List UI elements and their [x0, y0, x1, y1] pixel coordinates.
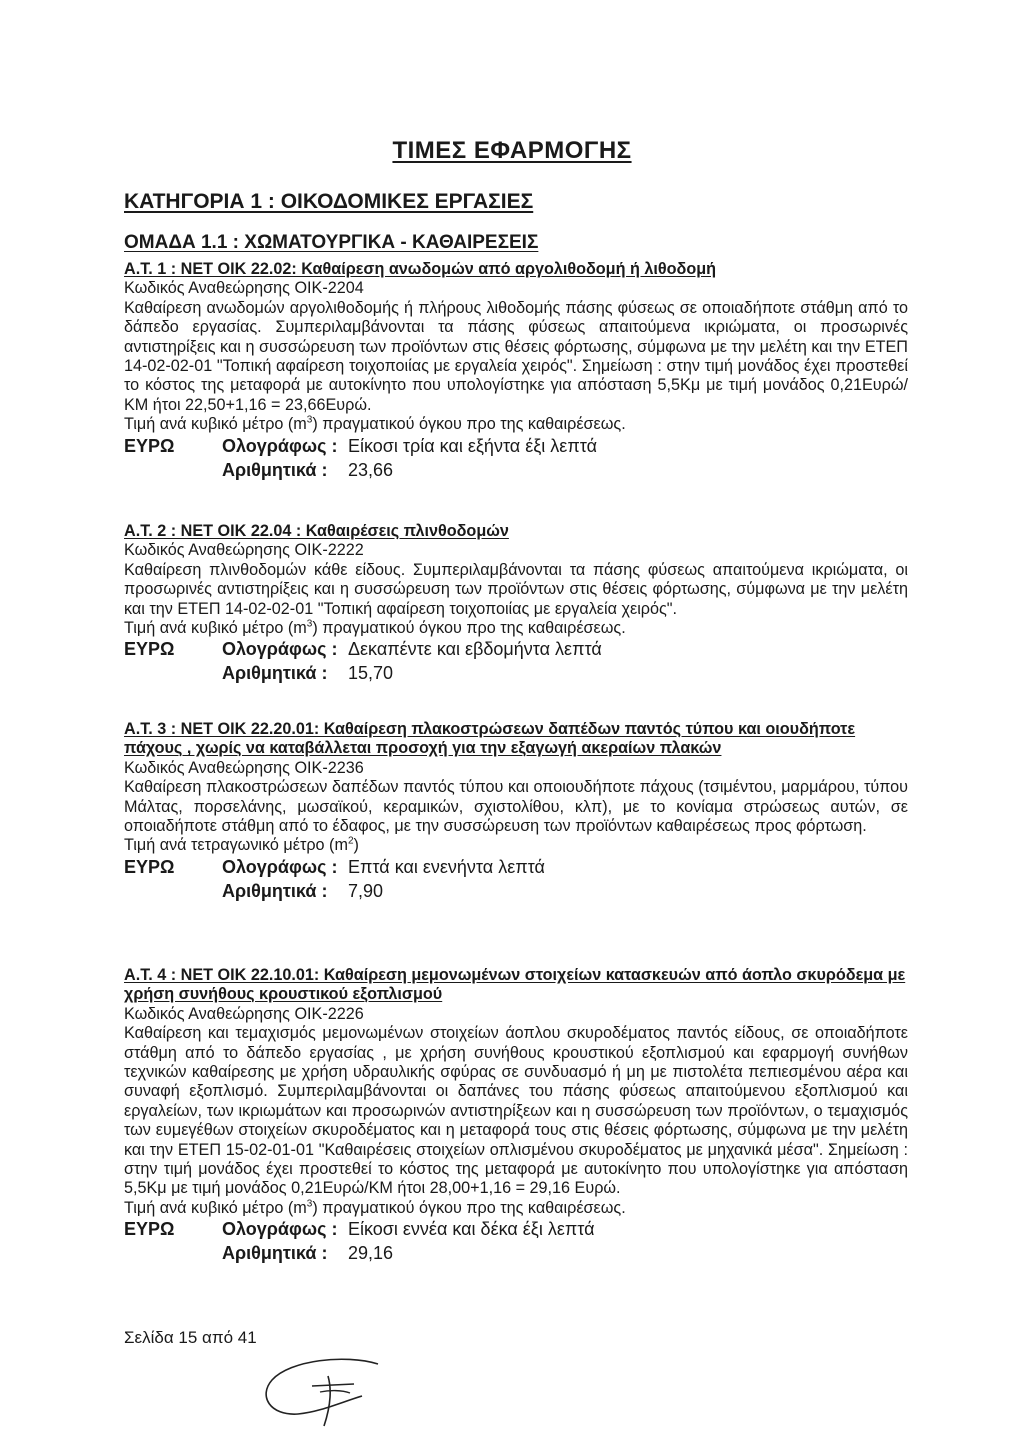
currency-label: ΕΥΡΩ [124, 639, 175, 660]
item-description: Καθαίρεση πλινθοδομών κάθε είδους. Συμπεριλαμβάνονται τα πάσης φύσεως απαιτούμενα ικριώματα, οι προσωρινές αντιστηρίξεις και η συσσώρευση των προϊόντων στις θέσεις φόρτωσης, σύμφωνα με την μελέτη και την ΕΤΕΠ 14-02-02-01 "Τοπική αφαίρεση τοιχοποιίας με εργαλεία χειρός". [124, 560, 908, 618]
price-words-label: Ολογράφως : [222, 639, 338, 660]
price-number-value: 15,70 [348, 663, 394, 684]
price-number-value: 29,16 [348, 1243, 394, 1264]
price-words-value: Είκοσι εννέα και δέκα έξι λεπτά [348, 1219, 595, 1240]
document-title: ΤΙΜΕΣ ΕΦΑΡΜΟΓΗΣ [392, 137, 632, 164]
price-number-value: 7,90 [348, 880, 384, 901]
item-heading: Α.Τ. 1 : ΝΕΤ ΟΙΚ 22.02: Καθαίρεση ανωδομών από αργολιθοδομή ή λιθοδομή [124, 260, 716, 278]
unit-description: Τιμή ανά κυβικό μέτρο $(m^3)$ πραγματικού όγκου προ της καθαιρέσεως. [124, 414, 626, 434]
unit-description: Τιμή ανά τετραγωνικό μέτρο $(m^2)$ [124, 836, 359, 855]
unit-description: Τιμή ανά κυβικό μέτρο $(m^3)$ πραγματικού όγκου προ της καθαιρέσεως. [124, 1198, 626, 1217]
group-heading: ΟΜΑΔΑ 1.1 : ΧΩΜΑΤΟΥΡΓΙΚΑ - ΚΑΘΑΙΡΕΣΕΙΣ [124, 232, 539, 253]
price-number-value: 23,66 [348, 459, 394, 480]
currency-label: ΕΥΡΩ [124, 856, 175, 877]
price-words-label: Ολογράφως : [222, 435, 338, 456]
signature-graphic [250, 1350, 390, 1430]
page-number: Σελίδα 15 από 41 [124, 1328, 257, 1347]
price-item-1 [124, 260, 908, 483]
price-number-label: Αριθμητικά : [222, 459, 328, 480]
revision-code: Κωδικός Αναθεώρησης ΟΙΚ-2236 [124, 758, 364, 777]
price-number-label: Αριθμητικά : [222, 663, 328, 684]
price-number-label: Αριθμητικά : [222, 1243, 328, 1264]
price-words-value: Δεκαπέντε και εβδομήντα λεπτά [348, 639, 602, 660]
price-block [124, 858, 908, 904]
price-block [124, 437, 908, 483]
price-block [124, 640, 908, 686]
price-block [124, 1220, 908, 1266]
price-words-value: Επτά και ενενήντα λεπτά [348, 856, 545, 877]
item-description: Καθαίρεση ανωδομών αργολιθοδομής ή πλήρους λιθοδομής πάσης φύσεως σε οποιαδήποτε στάθμη από το δάπεδο εργασίας. Συμπεριλαμβάνονται τα πάσης φύσεως απαιτούμενα ικριώματα, οι προσωρινές αντιστηρίξεις και η συσσώρευση των προϊόντων στις θέσεις φόρτωσης, σύμφωνα με την μελέτη και την ΕΤΕΠ 14-02-02-01 "Τοπική αφαίρεση τοιχοποιίας με εργαλεία χειρός". Σημείωση : στην τιμή μονάδος έχει προστεθεί το κόστος της μεταφορά με αυτοκίνητο που υπολογίστηκε για απόσταση 5,5Κμ με τιμή μονάδος 0,21Ευρώ/ΚΜ ήτοι 22,50+1,16 = 23,66Ευρώ. [124, 298, 908, 414]
revision-code: Κωδικός Αναθεώρησης ΟΙΚ-2226 [124, 1004, 364, 1023]
price-item-4 [124, 966, 908, 1266]
price-item-3 [124, 720, 908, 904]
item-description: Καθαίρεση πλακοστρώσεων δαπέδων παντός τύπου και οποιουδήποτε πάχους (τσιμέντου, μαρμάρου, τύπου Μάλτας, πορσελάνης, μωσαϊκού, κεραμικών, σχιστολίθου, κλπ), με το κονίαμα στρώσεως αυτών, σε οποιαδήποτε στάθμη από το έδαφος, με την συσσώρευση των προϊόντων καθαιρέσεως προς φόρτωση. [124, 778, 908, 836]
price-words-label: Ολογράφως : [222, 1219, 338, 1240]
price-words-value: Είκοσι τρία και εξήντα έξι λεπτά [348, 435, 597, 456]
revision-code: Κωδικός Αναθεώρησης ΟΙΚ-2222 [124, 541, 364, 560]
item-description: Καθαίρεση και τεμαχισμός μεμονωμένων στοιχείων άοπλου σκυροδέματος παντός είδους, σε οποιαδήποτε στάθμη από το δάπεδο εργασίας , με χρήση συνήθους κρουστικού εξοπλισμού και εφαρμογή συνήθων τεχνικών καθαίρεσης με χρήση υδραυλικής σφύρας σε συνδυασμό ή μη με πιστολέτα πεπιεσμένου αέρα και συναφή εξοπλισμό. Συμπεριλαμβάνονται οι δαπάνες του πάσης φύσεως απαιτούμενου εξοπλισμού και εργαλείων, των ικριωμάτων και προσωρινών αντιστηρίξεων και η συσσώρευση των προϊόντων, ο τεμαχισμός των ευμεγέθων στοιχείων σκυροδέματος και η μεταφορά τους στις θέσεις φόρτωσης, σύμφωνα με την μελέτη και την ΕΤΕΠ 15-02-01-01 "Καθαιρέσεις στοιχείων οπλισμένου σκυροδέματος με μηχανικά μέσα". Σημείωση : στην τιμή μονάδος έχει προστεθεί το κόστος της μεταφορά με αυτοκίνητο που υπολογίστηκε για απόσταση 5,5Κμ με τιμή μονάδος 0,21Ευρώ/ΚΜ ήτοι 28,00+1,16 = 29,16 Ευρώ. [124, 1024, 908, 1198]
price-number-label: Αριθμητικά : [222, 880, 328, 901]
revision-code: Κωδικός Αναθεώρησης ΟΙΚ-2204 [124, 279, 364, 298]
price-item-2 [124, 522, 908, 686]
unit-description: Τιμή ανά κυβικό μέτρο $(m^3)$ πραγματικού όγκου προ της καθαιρέσεως. [124, 618, 626, 638]
item-heading: Α.Τ. 2 : ΝΕΤ ΟΙΚ 22.04 : Καθαιρέσεις πλινθοδομών [124, 522, 509, 540]
price-words-label: Ολογράφως : [222, 856, 338, 877]
category-heading: ΚΑΤΗΓΟΡΙΑ 1 : ΟΙΚΟΔΟΜΙΚΕΣ ΕΡΓΑΣΙΕΣ [124, 190, 534, 213]
currency-label: ΕΥΡΩ [124, 435, 175, 456]
item-heading: Α.Τ. 4 : ΝΕΤ ΟΙΚ 22.10.01: Καθαίρεση μεμονωμένων στοιχείων κατασκευών από άοπλο σκυρόδεμα με χρήση συνήθους κρουστικού εξοπλισμού [124, 966, 906, 1004]
currency-label: ΕΥΡΩ [124, 1219, 175, 1240]
item-heading: Α.Τ. 3 : ΝΕΤ ΟΙΚ 22.20.01: Καθαίρεση πλακοστρώσεων δαπέδων παντός τύπου και οιουδήποτε πάχους , χωρίς να καταβάλλεται προσοχή για την εξαγωγή ακεραίων πλακών [124, 720, 856, 758]
